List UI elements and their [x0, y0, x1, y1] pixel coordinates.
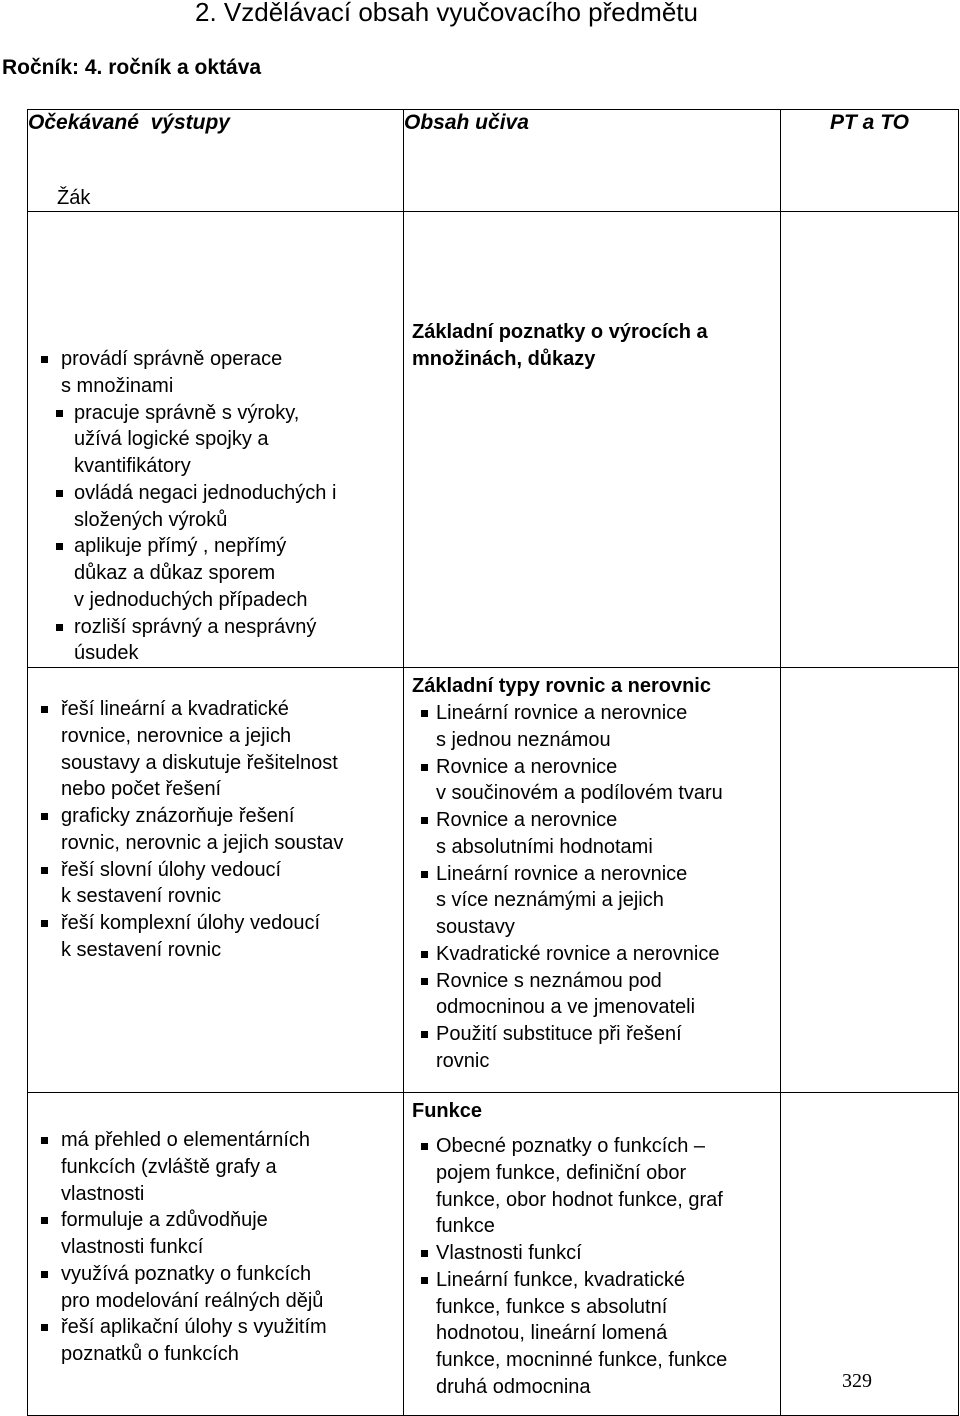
outcome-item [28, 346, 403, 400]
content-item [412, 807, 780, 861]
outcome-item [28, 1127, 403, 1207]
bullet-icon [421, 1031, 428, 1038]
list-item-line: vlastnosti funkcí [61, 1236, 204, 1258]
bullet-icon [421, 1277, 428, 1284]
content-list [412, 1133, 780, 1401]
page-number: 329 [842, 1370, 872, 1392]
list-item-line: Rovnice a nerovnice [436, 809, 618, 831]
content-item [412, 968, 780, 1022]
list-item-line: funkcích (zvláště grafy a [61, 1155, 277, 1178]
bullet-icon [41, 706, 48, 713]
table-row [28, 668, 959, 1093]
list-item-line: odmocninou a ve jmenovateli [436, 996, 696, 1019]
pt-cell [781, 668, 959, 1093]
bullet-icon [56, 490, 63, 497]
list-item-line: s množinami [61, 374, 174, 397]
list-item-line: hodnotou, lineární lomená [436, 1322, 668, 1345]
bullet-icon [41, 1137, 48, 1144]
list-item-line: složených výroků [74, 508, 228, 531]
bullet-icon [41, 920, 48, 927]
content-topic: Funkce [412, 1100, 483, 1122]
grade-label: Ročník: 4. ročník a oktáva [2, 56, 262, 79]
bullet-icon [421, 1143, 428, 1150]
list-item-line: v jednoduchých případech [74, 588, 308, 611]
outcome-item [28, 1261, 403, 1315]
content-block [404, 1093, 780, 1401]
list-item-line: řeší aplikační úlohy s využitím [61, 1316, 327, 1339]
pupil-label: Žák [57, 187, 91, 209]
outcome-item [28, 1207, 403, 1261]
bullet-icon [421, 871, 428, 878]
outcome-item [28, 480, 403, 534]
header-row [28, 110, 959, 212]
bullet-icon [56, 543, 63, 550]
content-topic: Základní poznatky o výrocích a [412, 321, 708, 343]
bullet-icon [421, 951, 428, 958]
content-cell [404, 668, 781, 1093]
list-item-line: s více neznámými a jejich [436, 889, 664, 912]
outcomes-block [28, 1093, 403, 1368]
content-cell [404, 212, 781, 668]
outcomes-list [28, 1127, 403, 1368]
bullet-icon [56, 410, 63, 417]
list-item-line: aplikuje přímý , nepřímý [74, 535, 287, 558]
list-item-line: Lineární funkce, kvadratické [436, 1268, 686, 1291]
outcomes-cell [28, 668, 404, 1093]
list-item-line: pro modelování reálných dějů [61, 1289, 324, 1312]
list-item-line: k sestavení rovnic [61, 885, 222, 908]
outcome-item [28, 696, 403, 803]
list-item-line: Použití substituce při řešení [436, 1023, 682, 1045]
content-item [412, 861, 780, 941]
outcome-item [28, 614, 403, 668]
bullet-icon [421, 1250, 428, 1257]
list-item-line: Vlastnosti funkcí [436, 1242, 582, 1264]
list-item-line: funkce, mocninné funkce, funkce [436, 1349, 728, 1371]
list-item-line: užívá logické spojky a [74, 428, 269, 451]
list-item-line: pojem funkce, definiční obor [436, 1161, 687, 1184]
outcome-item [28, 803, 403, 857]
list-item-line: řeší komplexní úlohy vedoucí [61, 912, 321, 934]
outcomes-block [28, 212, 403, 667]
content-topic: Základní typy rovnic a nerovnic [412, 675, 711, 697]
list-item-line: využívá poznatky o funkcích [61, 1262, 312, 1285]
outcomes-cell [28, 1093, 404, 1416]
list-item-line: vlastnosti [61, 1182, 145, 1205]
list-item-line: rovnic, nerovnic a jejich soustav [61, 831, 344, 854]
list-item-line: s jednou neznámou [436, 728, 611, 751]
list-item-line: rovnice, nerovnice a jejich [61, 724, 292, 747]
list-item-line: Obecné poznatky o funkcích – [436, 1135, 706, 1157]
list-item-line: Lineární rovnice a nerovnice [436, 702, 688, 724]
section-title: 2. Vzdělávací obsah vyučovacího předmětu [195, 0, 698, 27]
list-item-line: má přehled o elementárních [61, 1129, 311, 1151]
content-item [412, 1133, 780, 1240]
list-item-line: Rovnice s neznámou pod [436, 969, 662, 992]
list-item-line: s absolutními hodnotami [436, 835, 653, 858]
content-item [412, 1240, 780, 1267]
bullet-icon [56, 624, 63, 631]
list-item-line: nebo počet řešení [61, 778, 222, 801]
content-item [412, 1267, 780, 1401]
bullet-icon [41, 1324, 48, 1331]
list-item-line: ovládá negaci jednoduchých i [74, 481, 337, 504]
list-item-line: Rovnice a nerovnice [436, 755, 618, 778]
header-cell-outcomes [28, 110, 404, 212]
list-item-line: graficky znázorňuje řešení [61, 805, 295, 827]
header-pt: PT a TO [830, 111, 909, 134]
content-block [404, 212, 780, 373]
list-item-line: k sestavení rovnic [61, 938, 222, 961]
bullet-icon [421, 764, 428, 771]
content-item [412, 700, 780, 754]
outcome-item [28, 533, 403, 613]
outcomes-list [28, 346, 403, 667]
outcome-item [28, 910, 403, 964]
content-block [404, 668, 780, 1075]
header-outcomes: Očekávané výstupy [28, 111, 230, 134]
outcome-item [28, 400, 403, 480]
outcomes-list [28, 696, 403, 964]
bullet-icon [41, 867, 48, 874]
pt-cell [781, 212, 959, 668]
outcome-item [28, 857, 403, 911]
bullet-icon [421, 978, 428, 985]
content-cell [404, 1093, 781, 1416]
list-item-line: poznatků o funkcích [61, 1343, 239, 1365]
list-item-line: funkce, obor hodnot funkce, graf [436, 1188, 723, 1211]
header-content: Obsah učiva [404, 111, 529, 134]
bullet-icon [421, 710, 428, 717]
curriculum-table [27, 109, 959, 1416]
content-topic: množinách, důkazy [412, 348, 596, 370]
table-row [28, 1093, 959, 1416]
list-item-line: rozliší správný a nesprávný [74, 615, 317, 638]
content-item [412, 754, 780, 808]
list-item-line: řeší lineární a kvadratické [61, 698, 289, 720]
list-item-line: provádí správně operace [61, 348, 283, 370]
bullet-icon [41, 813, 48, 820]
list-item-line: v součinovém a podílovém tvaru [436, 782, 723, 805]
content-item [412, 1021, 780, 1075]
content-list [412, 700, 780, 1075]
bullet-icon [41, 1217, 48, 1224]
list-item-line: Kvadratické rovnice a nerovnice [436, 942, 720, 965]
list-item-line: úsudek [74, 642, 139, 665]
list-item-line: funkce [436, 1215, 495, 1238]
list-item-line: soustavy a diskutuje řešitelnost [61, 751, 338, 774]
list-item-line: funkce, funkce s absolutní [436, 1295, 668, 1318]
list-item-line: druhá odmocnina [436, 1375, 591, 1398]
header-cell-pt [781, 110, 959, 212]
outcomes-block [28, 668, 403, 964]
content-item [412, 941, 780, 968]
list-item-line: pracuje správně s výroky, [74, 401, 300, 424]
list-item-line: Lineární rovnice a nerovnice [436, 862, 688, 885]
outcomes-cell [28, 212, 404, 668]
bullet-icon [41, 1271, 48, 1278]
header-cell-content [404, 110, 781, 212]
bullet-icon [41, 356, 48, 363]
list-item-line: důkaz a důkaz sporem [74, 562, 276, 584]
table-row [28, 212, 959, 668]
bullet-icon [421, 817, 428, 824]
list-item-line: kvantifikátory [74, 455, 191, 477]
list-item-line: soustavy [436, 916, 515, 938]
list-item-line: rovnic [436, 1049, 490, 1072]
list-item-line: formuluje a zdůvodňuje [61, 1209, 268, 1232]
outcome-item [28, 1314, 403, 1368]
list-item-line: řeší slovní úlohy vedoucí [61, 858, 282, 881]
